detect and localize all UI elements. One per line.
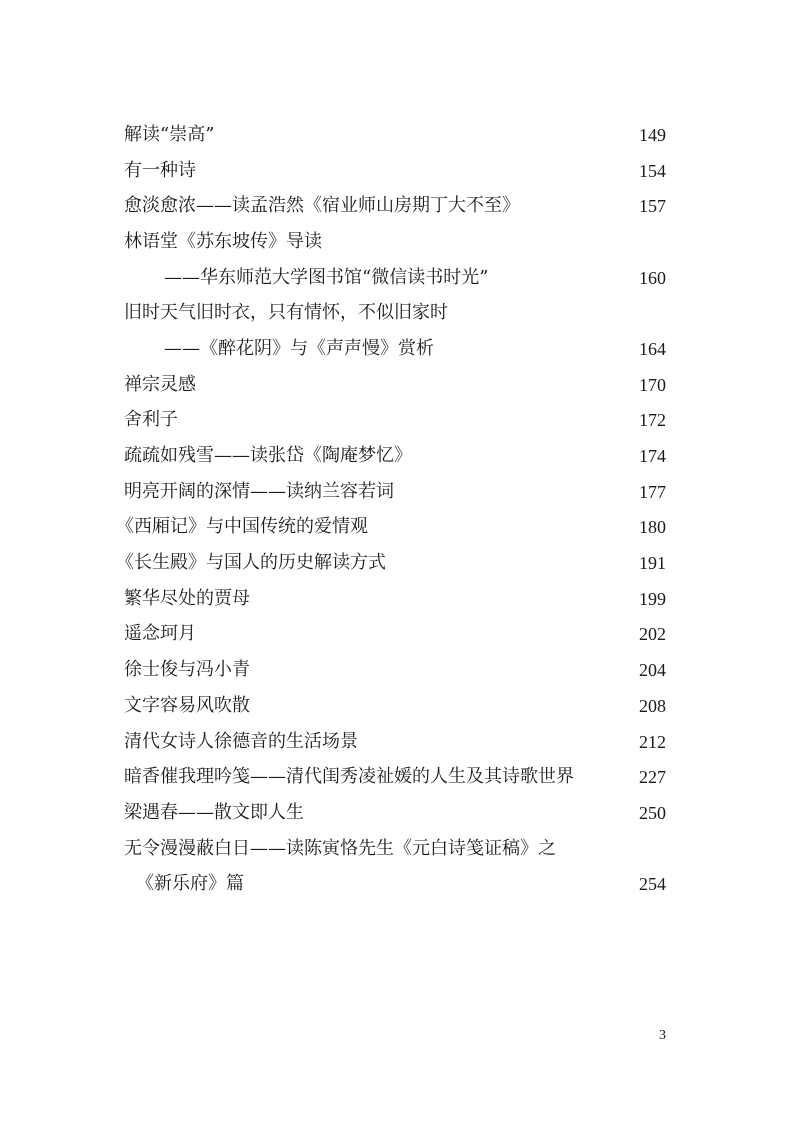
toc-entry-title: 疏疏如残雪——读张岱《陶庵梦忆》 bbox=[124, 445, 412, 466]
toc-entry-title: 《西厢记》与中国传统的爱情观 bbox=[116, 516, 368, 537]
toc-entry-title: 遥念珂月 bbox=[124, 623, 196, 644]
toc-entry-title: 舍利子 bbox=[124, 409, 178, 430]
toc-entry-page: 157 bbox=[639, 196, 666, 216]
toc-entry bbox=[0, 512, 790, 542]
toc-entry-page: 254 bbox=[639, 874, 666, 894]
toc-entry-title: 《长生殿》与国人的历史解读方式 bbox=[116, 552, 386, 573]
toc-entry bbox=[0, 441, 790, 471]
toc-entry-title: 禅宗灵感 bbox=[124, 374, 196, 395]
toc-entry-title: 愈淡愈浓——读孟浩然《宿业师山房期丁大不至》 bbox=[124, 195, 520, 216]
toc-entry-page: 177 bbox=[639, 482, 666, 502]
toc-entry-title: 明亮开阔的深情——读纳兰容若词 bbox=[124, 481, 394, 502]
toc-entry bbox=[0, 548, 790, 578]
toc-entry-subtitle bbox=[0, 334, 790, 364]
toc-entry-title: 林语堂《苏东坡传》导读 bbox=[124, 231, 322, 252]
toc-entry-page: 199 bbox=[639, 589, 666, 609]
toc-entry bbox=[0, 156, 790, 186]
toc-entry-title: 梁遇春——散文即人生 bbox=[124, 802, 304, 823]
toc-entry-page: 208 bbox=[639, 696, 666, 716]
toc-entry bbox=[0, 120, 790, 150]
toc-entry-title: 文字容易风吹散 bbox=[124, 695, 250, 716]
toc-entry-title: 有一种诗 bbox=[124, 160, 196, 181]
toc-entry-title: 繁华尽处的贾母 bbox=[124, 588, 250, 609]
toc-entry bbox=[0, 298, 790, 328]
toc-entry-page: 212 bbox=[639, 732, 666, 752]
toc-entry-title: 无令漫漫蔽白日——读陈寅恪先生《元白诗笺证稿》之 bbox=[124, 838, 556, 859]
toc-entry-page: 191 bbox=[639, 553, 666, 573]
toc-entry-title: 旧时天气旧时衣，只有情怀，不似旧家时 bbox=[124, 302, 448, 323]
toc-entry-page: 164 bbox=[639, 339, 666, 359]
toc-entry bbox=[0, 834, 790, 864]
toc-entry bbox=[0, 584, 790, 614]
page-number: 3 bbox=[659, 1028, 666, 1043]
toc-entry-page: 160 bbox=[639, 268, 666, 288]
toc-entry-title: 《新乐府》篇 bbox=[136, 873, 244, 894]
toc-entry-page: 172 bbox=[639, 410, 666, 430]
toc-entry bbox=[0, 619, 790, 649]
toc-entry bbox=[0, 691, 790, 721]
toc-entry bbox=[0, 477, 790, 507]
toc-entry-page: 154 bbox=[639, 161, 666, 181]
toc-entry-page: 174 bbox=[639, 446, 666, 466]
toc-entry-continuation bbox=[0, 869, 790, 899]
toc-entry-title: 徐士俊与冯小青 bbox=[124, 659, 250, 680]
toc-entry bbox=[0, 762, 790, 792]
toc-entry bbox=[0, 191, 790, 221]
toc-entry-page: 149 bbox=[639, 125, 666, 145]
toc-entry-title: 清代女诗人徐德音的生活场景 bbox=[124, 731, 358, 752]
toc-entry bbox=[0, 727, 790, 757]
toc-entry-subtitle bbox=[0, 263, 790, 293]
toc-entry-page: 227 bbox=[639, 767, 666, 787]
toc-entry-title: 解读“崇高” bbox=[124, 124, 215, 145]
toc-entry bbox=[0, 798, 790, 828]
toc-entry bbox=[0, 370, 790, 400]
toc-entry bbox=[0, 227, 790, 257]
toc-entry-title: 暗香催我理吟笺——清代闺秀凌祉媛的人生及其诗歌世界 bbox=[124, 766, 574, 787]
toc-entry-page: 204 bbox=[639, 660, 666, 680]
toc-entry bbox=[0, 405, 790, 435]
toc-entry-page: 170 bbox=[639, 375, 666, 395]
toc-entry bbox=[0, 655, 790, 685]
toc-entry-page: 180 bbox=[639, 517, 666, 537]
toc-entry-page: 250 bbox=[639, 803, 666, 823]
toc-entry-title: ——《醉花阴》与《声声慢》赏析 bbox=[164, 338, 434, 359]
toc-entry-title: ——华东师范大学图书馆“微信读书时光” bbox=[164, 267, 489, 288]
toc-entry-page: 202 bbox=[639, 624, 666, 644]
